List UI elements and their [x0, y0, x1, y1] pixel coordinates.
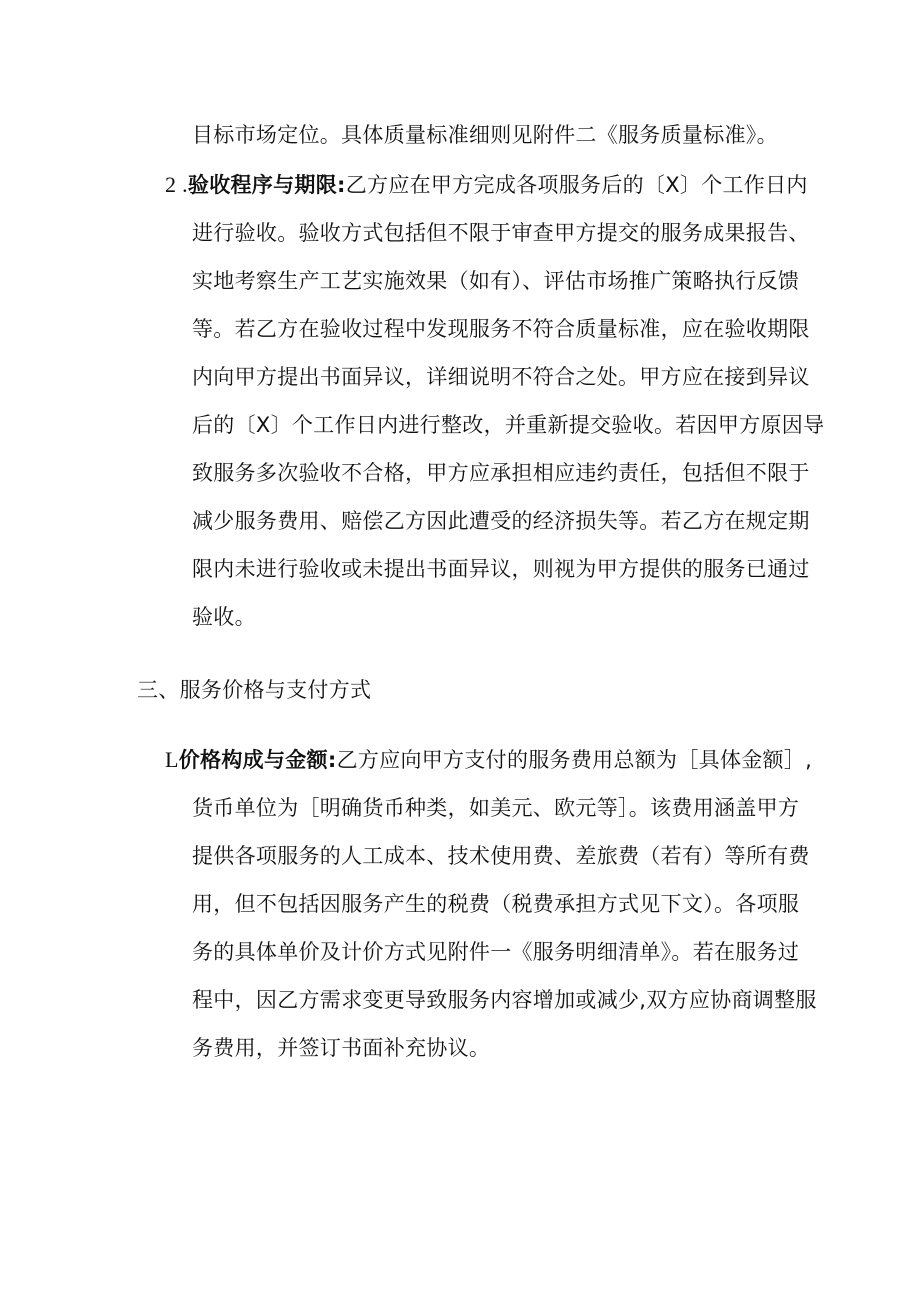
item-1-line: 程中，因乙方需求变更导致服务内容增加或减少,双方应协商调整服 [192, 988, 817, 1012]
item-2-line: 后的〔X〕个工作日内进行整改，并重新提交验收。若因甲方原因导 [192, 413, 825, 437]
item-2-number: 2 . [165, 172, 188, 197]
item-2-line: 验收。 [192, 605, 256, 629]
item-2-text: 乙方应在甲方完成各项服务后的〔X〕个工作日内 [345, 173, 808, 197]
item-2-line: 限内未进行验收或未提出书面异议，则视为甲方提供的服务已通过 [192, 557, 810, 581]
item-1-text: 乙方应向甲方支付的服务费用总额为［具体金额］, [336, 748, 813, 772]
item-2-heading: 验收程序与期限: [187, 173, 346, 197]
item-1-line: 货币单位为［明确货币种类，如美元、欧元等］。该费用涵盖甲方 [192, 796, 800, 820]
item-2-line: 减少服务费用、赔偿乙方因此遭受的经济损失等。若乙方在规定期 [192, 509, 810, 533]
item-2-first-line [165, 171, 808, 199]
item-1-line: 用，但不包括因服务产生的税费（税费承担方式见下文）。各项服 [192, 892, 800, 916]
item-2-line: 实地考察生产工艺实施效果（如有）、评估市场推广策略执行反馈 [192, 269, 800, 293]
section-3-heading: 三、服务价格与支付方式 [137, 678, 372, 702]
item-2-line: 等。若乙方在验收过程中发现服务不符合质量标准，应在验收期限 [192, 317, 810, 341]
item-1-number: L [165, 747, 179, 772]
item-2-line: 致服务多次验收不合格，甲方应承担相应违约责任，包括但不限于 [192, 461, 810, 485]
item-1-line: 务的具体单价及计价方式见附件一《服务明细清单》。若在服务过 [192, 940, 800, 964]
item-2-line: 进行验收。验收方式包括但不限于审查甲方提交的服务成果报告、 [192, 221, 810, 245]
item-1-line: 提供各项服务的人工成本、技术使用费、差旅费（若有）等所有费 [192, 844, 810, 868]
paragraph-continuation-line: 目标市场定位。具体质量标准细则见附件二《服务质量标准》。 [192, 123, 778, 147]
item-1-line: 务费用，并签订书面补充协议。 [192, 1036, 491, 1060]
item-2-line: 内向甲方提出书面异议，详细说明不符合之处。甲方应在接到异议 [192, 365, 810, 389]
item-1-heading: 价格构成与金额: [178, 748, 337, 772]
item-1-first-line [165, 746, 812, 774]
